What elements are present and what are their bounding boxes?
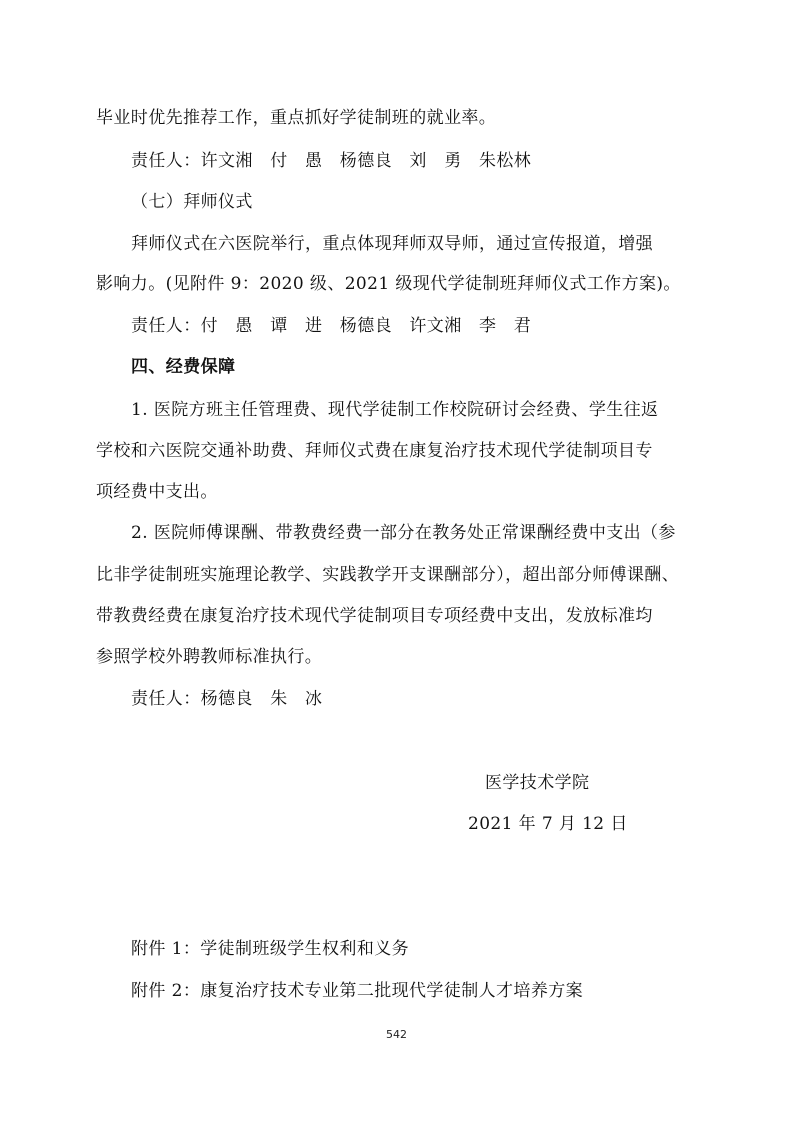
body-line: 影响力。(见附件 9：2020 级、2021 级现代学徒制班拜师仪式工作方案)。 [96, 274, 681, 294]
body-line: 比非学徒制班实施理论教学、实践教学开支课酬部分），超出部分师傅课酬、 [96, 565, 680, 585]
page-number: 542 [386, 1028, 407, 1041]
responsible-persons: 责任人：杨德良 朱 冰 [131, 689, 323, 709]
body-line: 2. 医院师傅课酬、带教费经费一部分在教务处正常课酬经费中支出（参 [131, 523, 676, 543]
body-line: 学校和六医院交通补助费、拜师仪式费在康复治疗技术现代学徒制项目专 [96, 441, 653, 461]
body-line: 1. 医院方班主任管理费、现代学徒制工作校院研讨会经费、学生往返 [131, 400, 659, 420]
attachment-item: 附件 2：康复治疗技术专业第二批现代学徒制人才培养方案 [131, 981, 584, 1001]
body-line: 毕业时优先推荐工作，重点抓好学徒制班的就业率。 [96, 108, 497, 128]
section-heading: （七）拜师仪式 [131, 192, 253, 212]
signature-organization: 医学技术学院 [485, 773, 590, 793]
body-line: 带教费经费在康复治疗技术现代学徒制项目专项经费中支出，发放标准均 [96, 606, 653, 626]
body-line: 参照学校外聘教师标准执行。 [96, 647, 323, 667]
attachment-item: 附件 1：学徒制班级学生权利和义务 [131, 939, 410, 959]
responsible-persons: 责任人：许文湘 付 愚 杨德良 刘 勇 朱松林 [131, 151, 532, 171]
body-line: 项经费中支出。 [96, 482, 218, 502]
signature-date: 2021 年 7 月 12 日 [468, 814, 628, 834]
section-heading: 四、经费保障 [131, 357, 236, 377]
body-line: 拜师仪式在六医院举行，重点体现拜师双导师，通过宣传报道，增强 [131, 234, 653, 254]
responsible-persons: 责任人：付 愚 谭 进 杨德良 许文湘 李 君 [131, 316, 532, 336]
